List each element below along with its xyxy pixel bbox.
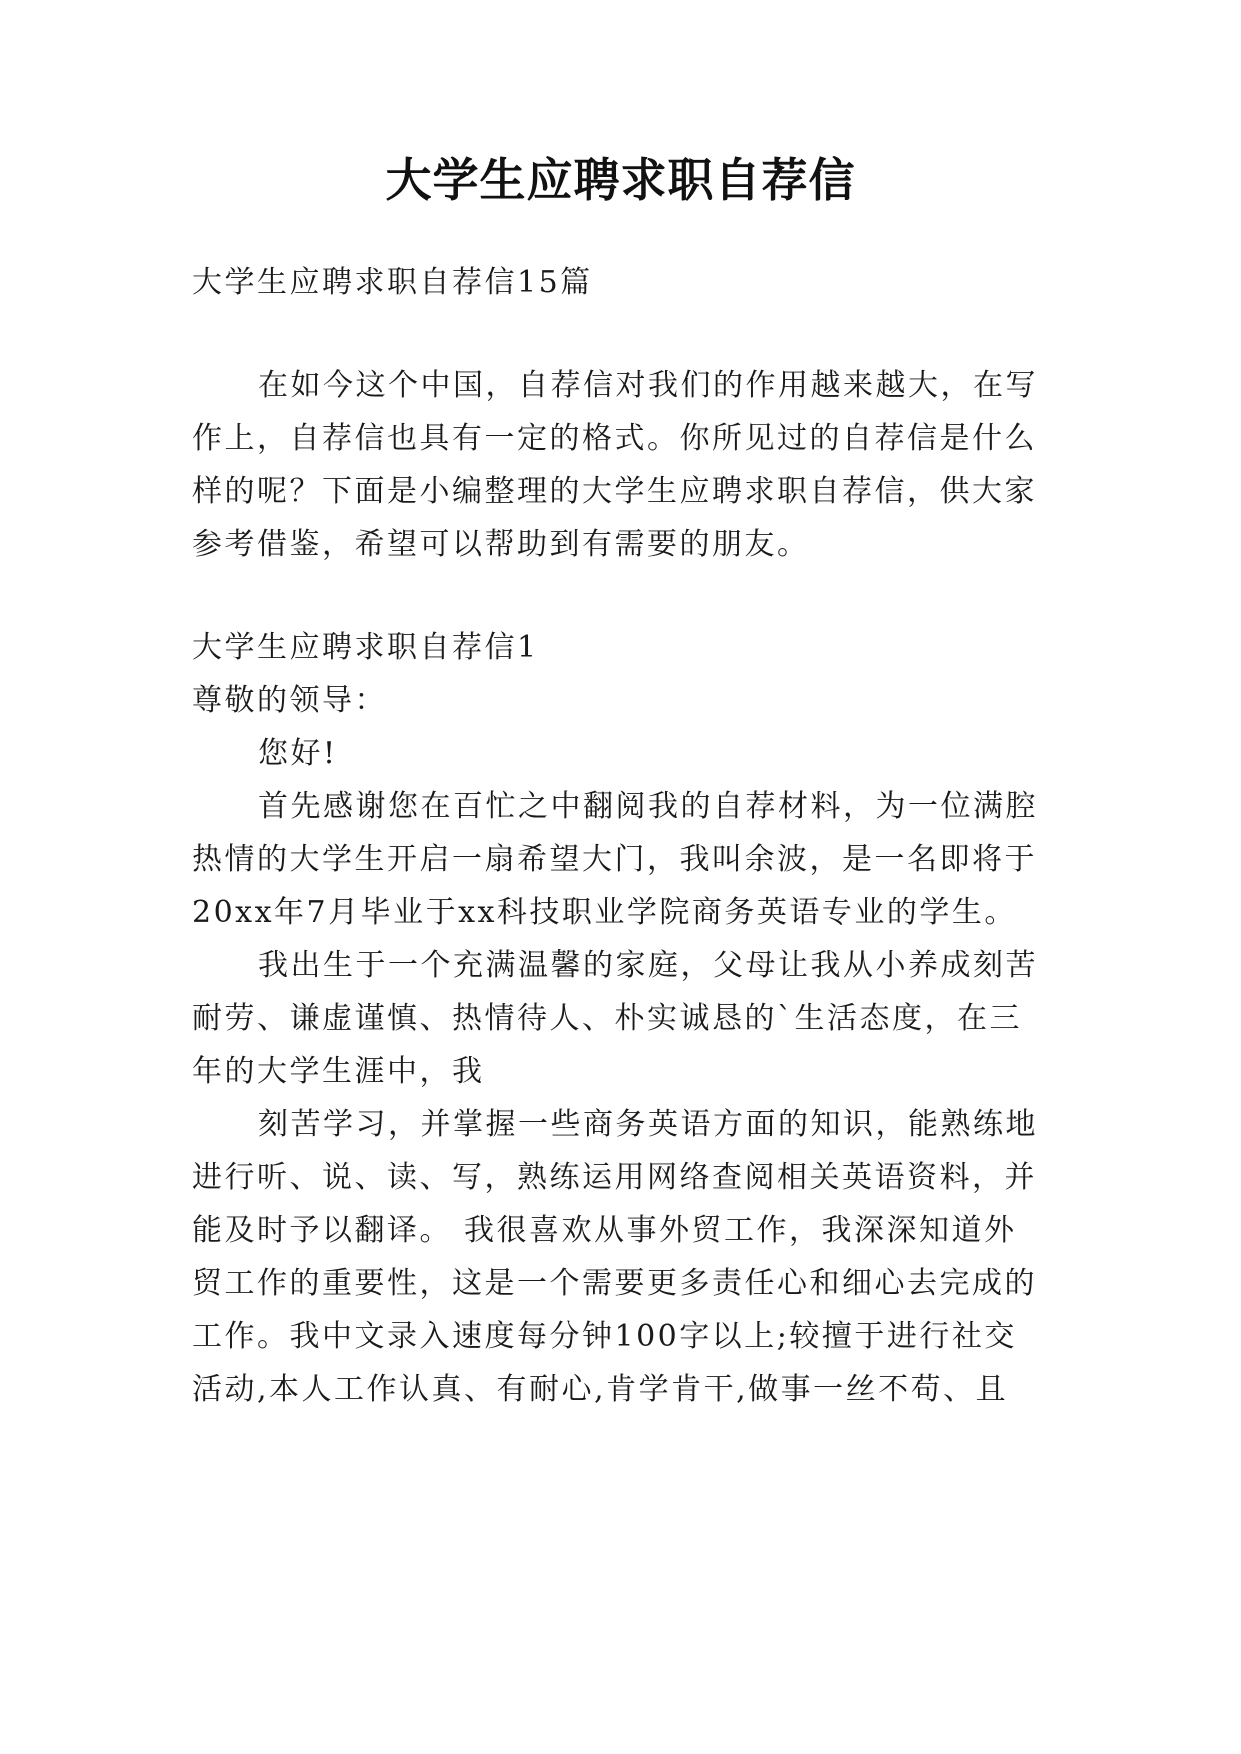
document-subtitle: 大学生应聘求职自荐信15篇 xyxy=(192,265,593,300)
intro-line: 样的呢？下面是小编整理的大学生应聘求职自荐信，供大家 xyxy=(192,474,1037,509)
paragraph-line: 进行听、说、读、写，熟练运用网络查阅相关英语资料，并 xyxy=(192,1160,1037,1195)
intro-line: 参考借鉴，希望可以帮助到有需要的朋友。 xyxy=(192,527,810,562)
section-heading: 大学生应聘求职自荐信1 xyxy=(192,630,539,665)
paragraph-line: 刻苦学习，并掌握一些商务英语方面的知识，能熟练地 xyxy=(258,1107,1038,1142)
paragraph-line: 我出生于一个充满温馨的家庭，父母让我从小养成刻苦 xyxy=(258,948,1038,983)
intro-line: 作上，自荐信也具有一定的格式。你所见过的自荐信是什么 xyxy=(192,421,1037,456)
paragraph-line: 工作。我中文录入速度每分钟100字以上;较擅于进行社交 xyxy=(192,1319,1017,1354)
greeting: 您好! xyxy=(258,736,338,771)
paragraph-line: 20xx年7月毕业于xx科技职业学院商务英语专业的学生。 xyxy=(192,895,1017,930)
paragraph-line: 热情的大学生开启一扇希望大门，我叫余波，是一名即将于 xyxy=(192,842,1037,877)
paragraph-line: 耐劳、谦虚谨慎、热情待人、朴实诚恳的`生活态度，在三 xyxy=(192,1001,1022,1036)
paragraph-line: 年的大学生涯中，我 xyxy=(192,1054,485,1089)
paragraph-line: 贸工作的重要性，这是一个需要更多责任心和细心去完成的 xyxy=(192,1266,1037,1301)
paragraph-line: 能及时予以翻译。 我很喜欢从事外贸工作，我深深知道外 xyxy=(192,1213,1017,1248)
paragraph-line: 首先感谢您在百忙之中翻阅我的自荐材料，为一位满腔 xyxy=(258,789,1038,824)
paragraph-line: 活动,本人工作认真、有耐心,肯学肯干,做事一丝不苟、且 xyxy=(192,1372,1009,1407)
document-title: 大学生应聘求职自荐信 xyxy=(385,153,856,207)
intro-line: 在如今这个中国，自荐信对我们的作用越来越大，在写 xyxy=(258,368,1038,403)
salutation: 尊敬的领导： xyxy=(192,683,387,718)
